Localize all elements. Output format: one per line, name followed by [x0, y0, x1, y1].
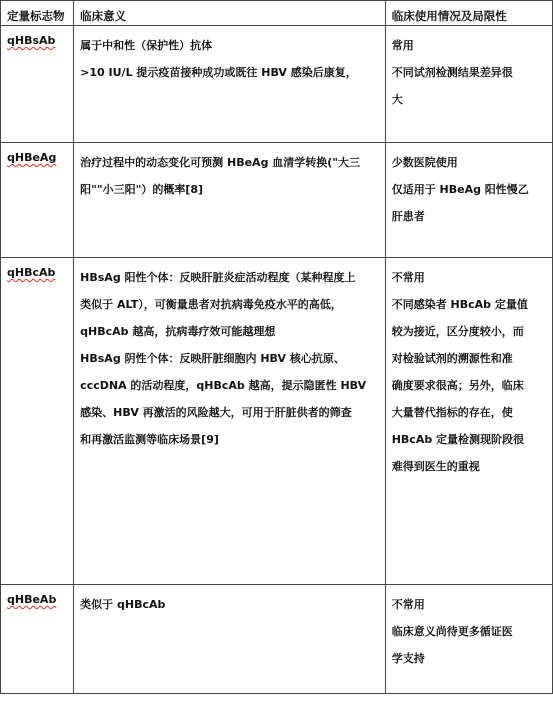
marker-name: qHBcAb [7, 266, 56, 279]
significance-cell [74, 585, 386, 694]
header-marker: 定量标志物 [1, 1, 74, 26]
usage-cell [385, 585, 552, 694]
significance-line: >10 IU/L 提示疫苗接种成功或既往 HBV 感染后康复， [80, 66, 357, 79]
header-usage: 临床使用情况及局限性 [385, 1, 552, 26]
significance-line: 治疗过程中的动态变化可预测 HBeAg 血清学转换("大三 [80, 156, 361, 169]
table-row [1, 26, 553, 143]
significance-line: 感染、HBV 再激活的风险越大，可用于肝脏供者的筛查 [80, 406, 352, 419]
usage-line: 不同试剂检测结果差异很 [391, 66, 513, 79]
marker-name: qHBeAb [7, 593, 57, 606]
usage-cell [385, 26, 552, 143]
significance-line: 阳""小三阳"）的概率[8] [80, 183, 204, 196]
usage-line: 仅适用于 HBeAg 阳性慢乙 [391, 183, 529, 196]
table-row [1, 585, 553, 694]
usage-line: 难得到医生的重视 [391, 460, 480, 473]
significance-line: cccDNA 的活动程度，qHBcAb 越高，提示隐匿性 HBV [80, 379, 367, 392]
marker-cell [1, 26, 74, 143]
header-significance: 临床意义 [74, 1, 386, 26]
usage-line: 不常用 [391, 271, 425, 284]
marker-name: qHBeAg [7, 151, 57, 164]
significance-cell [74, 258, 386, 585]
usage-line: 较为接近，区分度较小，而 [391, 325, 524, 338]
significance-line: 类似于 qHBcAb [80, 598, 166, 611]
marker-name: qHBsAb [7, 34, 56, 47]
significance-line: 类似于 ALT），可衡量患者对抗病毒免疫水平的高低， [80, 298, 342, 311]
marker-cell [1, 143, 74, 258]
significance-line: HBsAg 阳性个体：反映肝脏炎症活动程度（某种程度上 [80, 271, 356, 284]
usage-line: 临床意义尚待更多循证医 [391, 625, 513, 638]
usage-cell [385, 143, 552, 258]
table-header-row [1, 1, 553, 26]
significance-cell [74, 26, 386, 143]
usage-line: 确度要求很高；另外，临床 [391, 379, 524, 392]
significance-cell [74, 143, 386, 258]
usage-line: 常用 [391, 39, 414, 52]
usage-line: 对检验试剂的溯源性和准 [391, 352, 513, 365]
significance-line: HBsAg 阴性个体：反映肝脏细胞内 HBV 核心抗原、 [80, 352, 345, 365]
table-row [1, 258, 553, 585]
usage-line: 不常用 [391, 598, 425, 611]
significance-line: 属于中和性（保护性）抗体 [80, 39, 213, 52]
usage-line: HBcAb 定量检测现阶段很 [391, 433, 525, 446]
usage-line: 少数医院使用 [391, 156, 458, 169]
significance-line: 和再激活监测等临床场景[9] [80, 433, 219, 446]
usage-cell [385, 258, 552, 585]
table-row [1, 143, 553, 258]
usage-line: 大 [391, 93, 403, 106]
marker-cell [1, 258, 74, 585]
usage-line: 不同感染者 HBcAb 定量值 [391, 298, 528, 311]
marker-cell [1, 585, 74, 694]
usage-line: 大量替代指标的存在，使 [391, 406, 513, 419]
usage-line: 肝患者 [391, 210, 425, 223]
usage-line: 学支持 [391, 652, 425, 665]
significance-line: qHBcAb 越高，抗病毒疗效可能越理想 [80, 325, 276, 338]
